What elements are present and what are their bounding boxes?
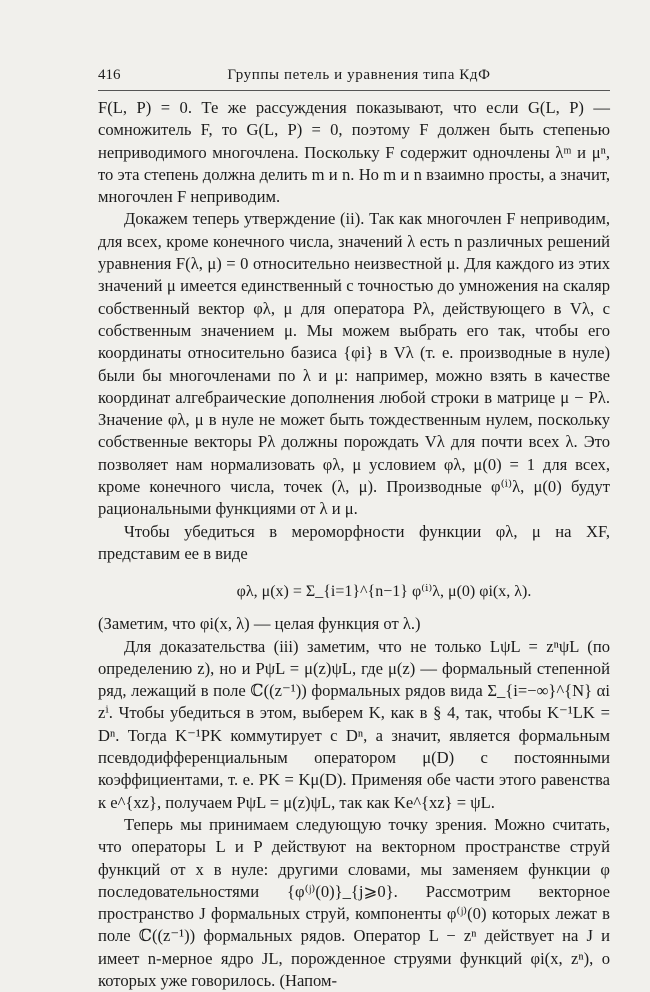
paragraph-5: Теперь мы принимаем следующую точку зрения. Можно считать, что операторы L и P действуют на векторном пространстве струй функций от x в нуле: другими словами, мы заменяем функции φ последовательностями {φ⁽ʲ⁾(0)}_{j⩾0}. Рассмотрим векторное пространство J формальных струй, компоненты φ⁽ʲ⁾(0) которых лежат в поле ℂ((z⁻¹)) формальных рядов. Оператор L − zⁿ действует на J и имеет n-мерное ядро JL, порожденное струями функций φi(x, zⁿ), о которых уже говорилось. (Напом-: [98, 814, 610, 990]
running-title: Группы петель и уравнения типа КдФ: [227, 67, 491, 83]
paragraph-2: Докажем теперь утверждение (ii). Так как многочлен F неприводим, для всех, кроме конечного числа, значений λ есть n различных решений уравнения F(λ, μ) = 0 относительно неизвестной μ. Для каждого из этих значений μ имеется единственный с точностью до умножения на скаляр собственный вектор φλ, μ для оператора Pλ, действующего в Vλ, с собственным значением μ. Мы можем выбрать его так, чтобы его координаты относительно базиса {φi} в Vλ (т. е. производные в нуле) были бы многочленами по λ и μ: например, можно взять в качестве координат алгебраические дополнения любой строки в матрице μ − Pλ. Значение φλ, μ в нуле не может быть тождественным нулем, поскольку собственные векторы Pλ должны порождать Vλ для почти всех λ. Это позволяет нам нормализовать φλ, μ условием φλ, μ(0) = 1 для всех, кроме конечного числа, точек (λ, μ). Производные φ⁽ⁱ⁾λ, μ(0) будут рациональными функциями от λ и μ.: [98, 209, 610, 519]
display-formula: φλ, μ(x) = Σ_{i=1}^{n−1} φ⁽ⁱ⁾λ, μ(0) φi(x, λ).: [236, 583, 532, 601]
formula-note: (Заметим, что φi(x, λ) — целая функция от λ.): [98, 614, 421, 634]
paragraph-4: Для доказательства (iii) заметим, что не только LψL = zⁿψL (по определению z), но и PψL = μ(z)ψL, где μ(z) — формальный степенной ряд, лежащий в поле ℂ((z⁻¹)) формальных рядов вида Σ_{i=−∞}^{N} αi zⁱ. Чтобы убедиться в этом, выберем K, как в § 4, так, чтобы K⁻¹LK = Dⁿ. Тогда K⁻¹PK коммутирует с Dⁿ, а значит, является формальным псевдодифференциальным оператором μ(D) с постоянными коэффициентами, т. е. PK = Kμ(D). Применяя обе части этого равенства к e^{xz}, получаем PψL = μ(z)ψL, так как Ke^{xz} = ψL.: [98, 636, 610, 812]
paragraph-3: Чтобы убедиться в мероморфности функции φλ, μ на XF, представим ее в виде: [98, 521, 610, 563]
running-header: [98, 64, 610, 91]
paragraph-1: F(L, P) = 0. Те же рассуждения показывают, что если G(L, P) — сомножитель F, то G(L, P) = 0, поэтому F должен быть степенью неприводимого многочлена. Поскольку F содержит одночлены λᵐ и μⁿ, то эта степень должна делить m и n. Но m и n взаимно просты, а значит, многочлен F неприводим.: [98, 98, 610, 207]
page-number: 416: [98, 67, 121, 83]
book-page: [98, 64, 610, 992]
